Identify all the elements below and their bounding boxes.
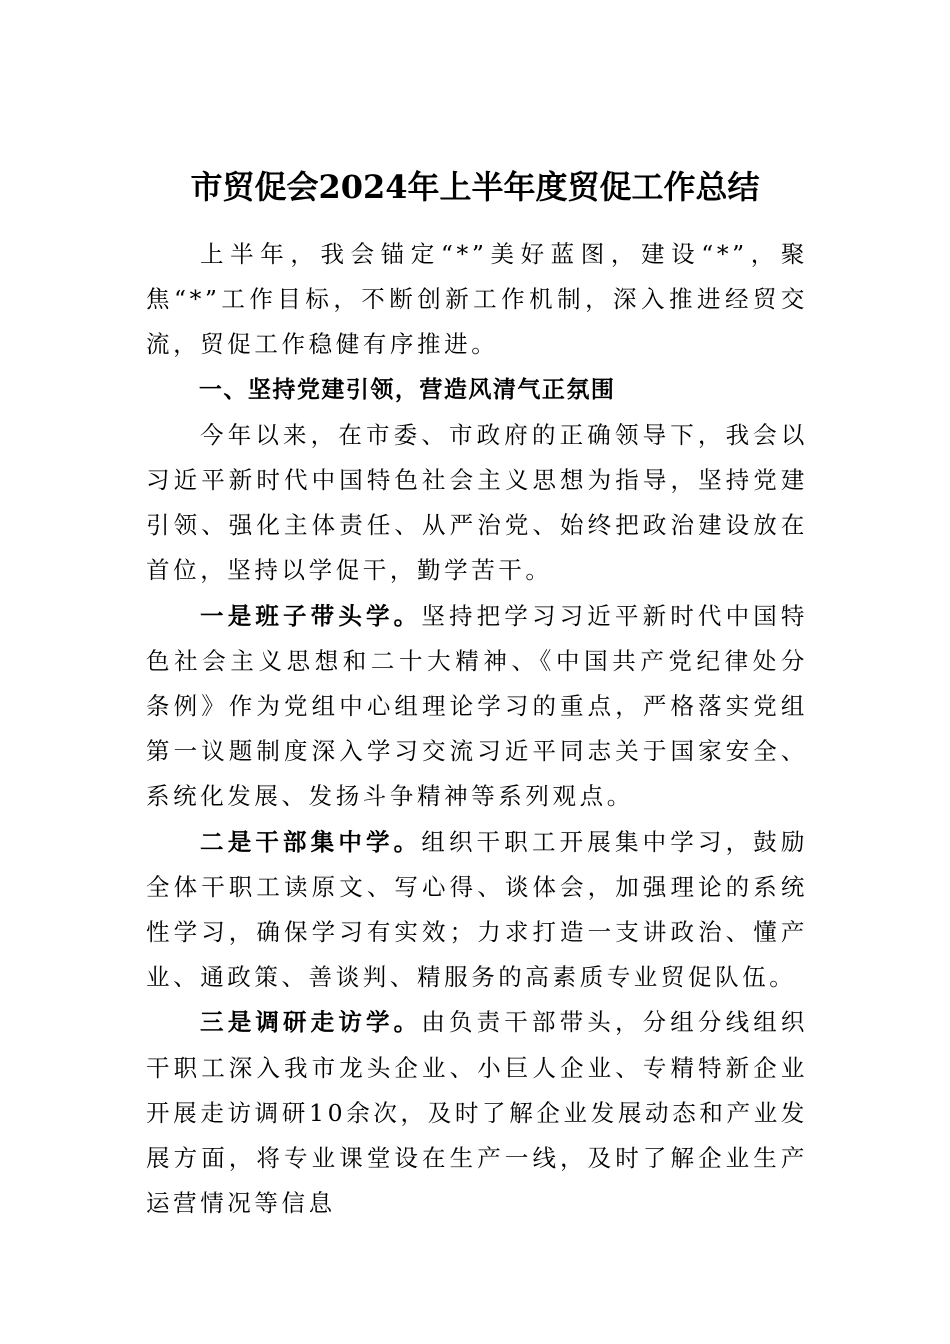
- section-paragraph: 今年以来，在市委、市政府的正确领导下，我会以习近平新时代中国特色社会主义思想为指导，坚持党建引领、强化主体责任、从严治党、始终把政治建设放在首位，坚持以学促干，勤学苦干。: [146, 420, 808, 585]
- list-item: [146, 1000, 808, 1226]
- item-lead: 三是调研走访学。: [200, 1008, 422, 1037]
- section-heading: 一、坚持党建引领，营造风清气正氛围: [198, 376, 616, 403]
- item-text: 坚持把学习习近平新时代中国特色社会主义思想和二十大精神、《中国共产党纪律处分条例》作为党组中心组理论学习的重点，严格落实党组第一议题制度深入学习交流习近平同志关于国家安全、系统化发展、发扬斗争精神等系列观点。: [146, 601, 808, 811]
- document-body: [146, 232, 808, 1226]
- item-text: 由负责干部带头，分组分线组织干职工深入我市龙头企业、小巨人企业、专精特新企业开展走访调研10余次，及时了解企业发展动态和产业发展方面，将专业课堂设在生产一线，及时了解企业生产运营情况等信息: [146, 1008, 808, 1218]
- intro-paragraph: 上半年，我会锚定“*”美好蓝图，建设“*”，聚焦“*”工作目标，不断创新工作机制，深入推进经贸交流，贸促工作稳健有序推进。: [146, 240, 808, 359]
- item-lead: 一是班子带头学。: [200, 601, 422, 630]
- item-lead: 二是干部集中学。: [200, 827, 422, 856]
- item-text: 组织干职工开展集中学习，鼓励全体干职工读原文、写心得、谈体会，加强理论的系统性学习，确保学习有实效；力求打造一支讲政治、懂产业、通政策、善谈判、精服务的高素质专业贸促队伍。: [146, 827, 808, 992]
- document-title: 市贸促会2024年上半年度贸促工作总结: [190, 168, 760, 206]
- list-item: [146, 594, 808, 820]
- list-item: [146, 820, 808, 1001]
